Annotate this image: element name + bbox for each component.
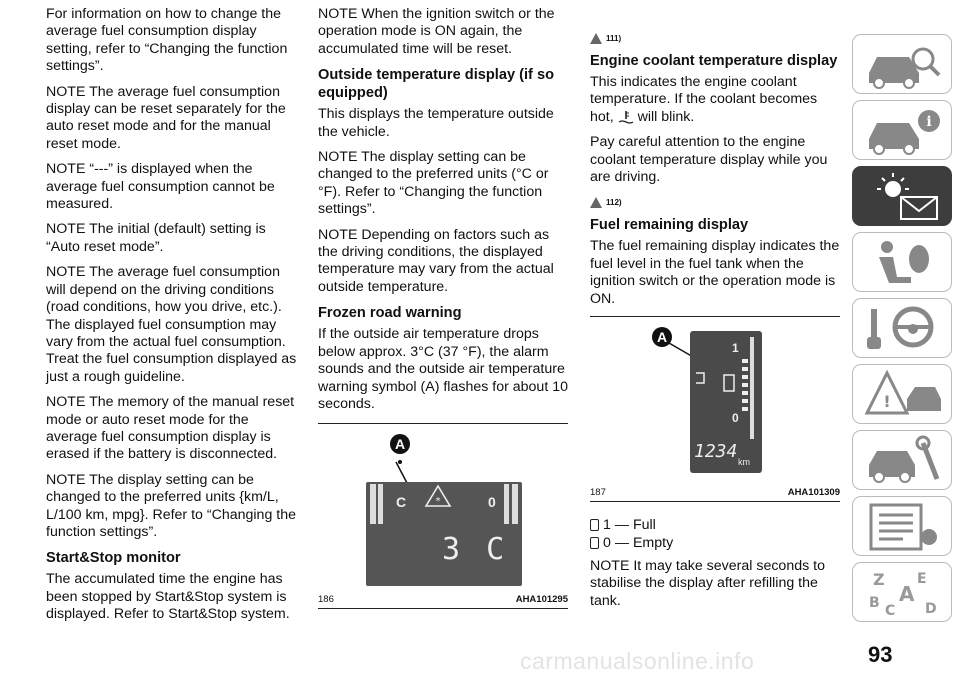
note-reset: NOTE When the ignition switch or the operation mode is ON again, the accumulated time will be reset. — [318, 6, 555, 57]
paragraph-start-stop: The accumulated time the engine has been stopped by Start&Stop system is displayed. Refer to Start&Stop system. — [46, 571, 290, 623]
figure-number: 186 — [318, 594, 334, 606]
svg-text:E: E — [917, 571, 927, 587]
alphabet-index-icon — [863, 567, 943, 619]
list-item: 1 — Full — [590, 516, 840, 534]
figure-caption — [590, 484, 840, 501]
paragraph-fuel: The fuel remaining display indicates the fuel level in the fuel tank when the ignition switch or the operation mode is ON. — [590, 238, 840, 307]
page-number: 93 — [868, 642, 893, 667]
warning-triangle-icon — [590, 197, 602, 208]
tab-safety[interactable] — [852, 232, 952, 292]
warning-reference — [590, 30, 840, 46]
paragraph-outside: This displays the temperature outside the vehicle. — [318, 106, 554, 140]
figure-186 — [318, 423, 568, 609]
paragraph-coolant: This indicates the engine coolant temperature. If the coolant becomes hot, will blink. — [590, 74, 818, 125]
scale-empty-label: 0 — [732, 411, 739, 426]
note-temp-factors: NOTE Depending on factors such as the driving conditions, the displayed temperature may vary from the actual outside temperature. — [318, 226, 554, 295]
warning-triangle-car-icon — [863, 369, 943, 421]
column-left — [46, 6, 298, 632]
bullet-icon — [590, 537, 599, 549]
figure-code: AHA101309 — [787, 487, 840, 499]
car-info-icon — [863, 105, 943, 157]
figure-187 — [590, 316, 840, 502]
tab-emergency[interactable] — [852, 364, 952, 424]
note-units: NOTE The display setting can be changed to the preferred units {km/L, L/100 km, mpg}. Refer to “Changing the function settings”. — [46, 471, 296, 540]
svg-text:Z: Z — [873, 570, 885, 589]
warning-light-message-icon — [863, 171, 943, 223]
tab-car-search[interactable] — [852, 34, 952, 94]
figure-callout: A — [652, 327, 672, 347]
tab-maintenance[interactable] — [852, 430, 952, 490]
column-right — [590, 6, 840, 618]
watermark: carmanualsonline.info — [520, 648, 755, 674]
odometer-unit: km — [738, 457, 750, 468]
note-driving-conditions: NOTE The average fuel consumption will depend on the driving conditions (road conditions, how you drive, etc.). The displayed fuel consumption may vary from the actual fuel consumption. Treat the fuel consumption displayed as just a rough guideline. — [46, 264, 297, 385]
paragraph-coolant-attention: Pay careful attention to the engine coolant temperature display while you are driving. — [590, 134, 828, 186]
svg-text:D: D — [925, 601, 937, 617]
note-stabilise: NOTE It may take several seconds to stabilise the display after refilling the tank. — [590, 558, 825, 609]
figure-caption — [318, 591, 568, 608]
airbag-seat-icon — [863, 237, 943, 289]
tab-warning-lights[interactable] — [852, 166, 952, 226]
heading-coolant: Engine coolant temperature display — [590, 53, 838, 69]
warning-reference — [590, 194, 840, 210]
key-steering-wheel-icon — [863, 303, 943, 355]
tab-index[interactable] — [852, 562, 952, 622]
note-dashes: NOTE “---” is displayed when the average fuel consumption cannot be measured. — [46, 161, 275, 213]
paragraph-frozen: If the outside air temperature drops below approx. 3°C (37 °F), the alarm sounds and the outside air temperature warning symbol (A) flashes for about 10 seconds. — [318, 326, 568, 412]
reference-number: 111) — [606, 33, 622, 43]
paragraph: For information on how to change the average fuel consumption display setting, refer to “Changing the function settings”. — [46, 6, 288, 75]
heading-fuel: Fuel remaining display — [590, 217, 749, 234]
lcd-zero-label: 0 — [488, 494, 496, 511]
heading-start-stop: Start&Stop monitor — [46, 550, 181, 567]
figure-number: 187 — [590, 487, 606, 499]
warning-triangle-icon — [590, 33, 602, 44]
figure-callout: A — [390, 434, 410, 454]
svg-text:i: i — [926, 114, 932, 130]
heading-outside-temp: Outside temperature display (if so equipped) — [318, 67, 554, 102]
figure-code: AHA101295 — [515, 594, 568, 606]
tab-starting-driving[interactable] — [852, 298, 952, 358]
list-item: 0 — Empty — [590, 534, 840, 552]
svg-text:A: A — [899, 582, 915, 606]
note-reset-modes: NOTE The average fuel consumption display can be reset separately for the auto reset mode and for the manual reset mode. — [46, 83, 286, 152]
column-middle — [318, 6, 568, 609]
data-list-icon — [863, 501, 943, 553]
svg-text:B: B — [869, 595, 880, 611]
note-memory: NOTE The memory of the manual reset mode or auto reset mode for the average fuel consumption display is erased if the battery is disconnected. — [46, 394, 295, 463]
lcd-c-label: C — [396, 494, 407, 511]
bullet-icon — [590, 519, 599, 531]
tab-car-info[interactable] — [852, 100, 952, 160]
scale-full-label: 1 — [732, 341, 739, 356]
lcd-temperature: 3 C — [442, 532, 509, 568]
fuel-scale-list — [590, 516, 840, 552]
note-default: NOTE The initial (default) setting is “Auto reset mode”. — [46, 221, 266, 255]
reference-number: 112) — [606, 197, 622, 207]
car-search-icon — [863, 39, 943, 91]
svg-text:C: C — [885, 603, 896, 619]
svg-text:*: * — [435, 496, 441, 508]
tab-technical-data[interactable] — [852, 496, 952, 556]
coolant-temperature-icon — [618, 110, 634, 124]
odometer-value: 1234 — [694, 441, 738, 463]
svg-text:!: ! — [883, 392, 891, 411]
car-wrench-icon — [863, 435, 943, 487]
note-temp-units: NOTE The display setting can be changed to the preferred units (°C or °F). Refer to “Changing the function settings”. — [318, 149, 549, 218]
heading-frozen-road: Frozen road warning — [318, 305, 462, 322]
